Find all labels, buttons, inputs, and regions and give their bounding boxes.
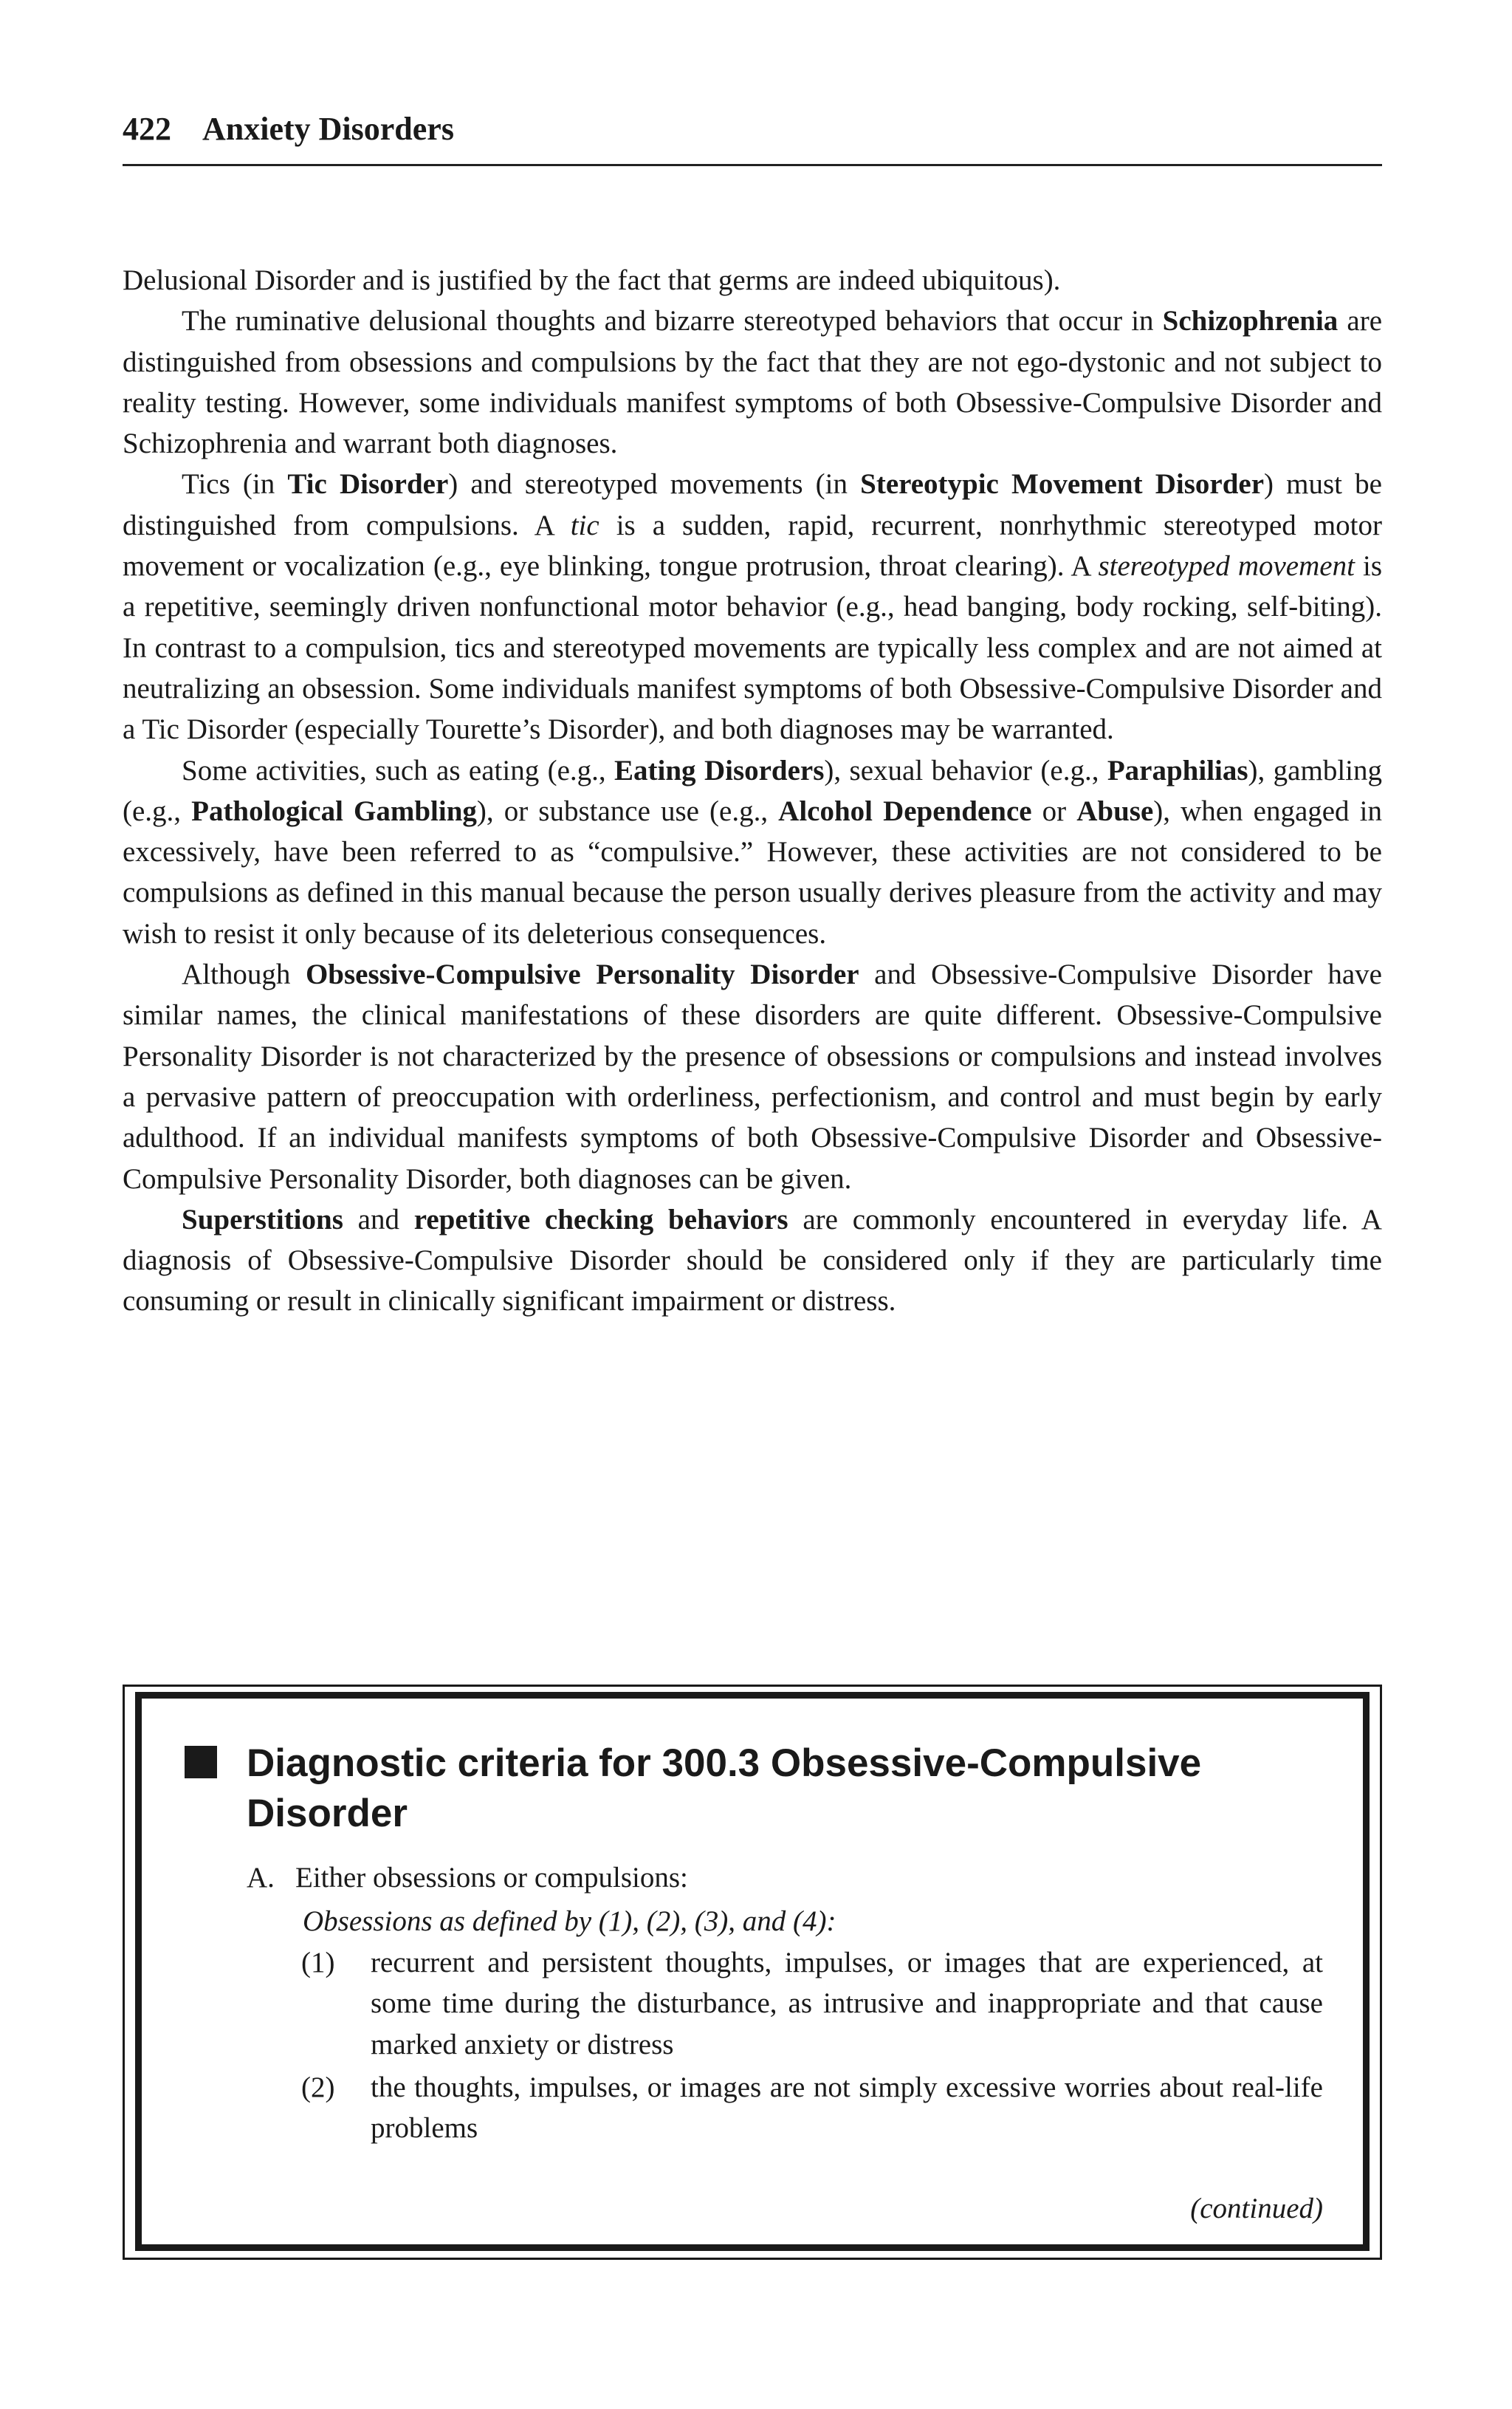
bold-term: Paraphilias [1107,754,1248,787]
text-run: ), gambling (e.g., [123,754,1382,827]
bold-term: repetitive checking behaviors [413,1203,788,1236]
text-run: and Obsessive-Compulsive Disorder have similar names, the clinical manifestations of these disorders are quite different. Obsessive-Compulsive Personality Disorder is not characterized by the presence of obsessions or compulsions and instead involves a pervasive pattern of preoccupation with orderliness, perfectionism, and control and must begin by early adulthood. If an individual manifests symptoms of both Obsessive-Compulsive Disorder and Obsessive-Compulsive Personality Disorder, both diagnoses can be given. [123,959,1382,1195]
text-run: Tics (in [182,468,288,501]
italic-term: tic [570,509,599,541]
text-run: ), sexual behavior (e.g., [824,754,1107,787]
text-run: The ruminative delusional thoughts and bizarre stereotyped behaviors that occur in [182,305,1163,337]
criterion-a-text: Either obsessions or compulsions: [295,1862,688,1894]
paragraph [123,750,1382,954]
paragraph [123,260,1382,301]
page-number: 422 [123,111,171,147]
running-title: Anxiety Disorders [202,111,454,147]
paragraph [123,954,1382,1199]
bold-term: Pathological Gambling [191,795,477,827]
criterion-item-label: (1) [301,1947,335,1978]
text-run: ), when engaged in excessively, have been referred to as “compulsive.” However, these activities are not considered to be compulsions as defined in this manual because the person usually derives pleasure from the activity and may wish to resist it only because of its deleterious consequences. [123,795,1382,950]
text-run: ) must be distinguished from compulsions. A [123,468,1382,541]
text-run: ), or substance use (e.g., [476,795,779,827]
bold-term: Stereotypic Movement Disorder [860,468,1265,501]
criterion-item-text: recurrent and persistent thoughts, impulses, or images that are experienced, at some time during the disturbance, as intrusive and inappropriate and that cause marked anxiety or distress [371,1947,1323,2060]
bold-term: Tic Disorder [287,468,449,501]
text-run: are commonly encountered in everyday life. A diagnosis of Obsessive-Compulsive Disorder should be considered only if they are particularly time consuming or result in clinically significant impairment or distress. [123,1203,1382,1317]
text-run: and [343,1203,414,1236]
bold-term: Alcohol Dependence [778,795,1032,827]
continued-label: (continued) [1190,2193,1323,2224]
text-run: ) and stereotyped movements (in [448,468,861,501]
bold-term: Eating Disorders [614,754,825,787]
body-text [123,260,1382,1322]
bold-term: Schizophrenia [1162,305,1339,337]
text-run: or [1031,795,1077,827]
criteria-box-title: Diagnostic criteria for 300.3 Obsessive-Compulsive Disorder [247,1741,1202,1835]
criterion-a-label: A. [247,1862,275,1894]
italic-term: stereotyped movement [1098,550,1355,583]
header-rule [123,164,1382,166]
text-run: is a repetitive, seemingly driven nonfunctional motor behavior (e.g., head banging, body rocking, self-biting). In contrast to a compulsion, tics and stereotyped movements are typically less complex and are not aimed at neutralizing an obsession. Some individuals manifest symptoms of both Obsessive-Compulsive Disorder and a Tic Disorder (especially Tourette’s Disorder), and both diagnoses may be warranted. [123,550,1382,746]
bold-term: Superstitions [182,1203,343,1236]
criterion-item-label: (2) [301,2072,335,2103]
text-run: Some activities, such as eating (e.g., [182,754,615,787]
text-run: are distinguished from obsessions and compulsions by the fact that they are not ego-dystonic and not subject to reality testing. However, some individuals manifest symptoms of both Obsessive-Compulsive Disorder and Schizophrenia and warrant both diagnoses. [123,305,1382,460]
text-run: Delusional Disorder and is justified by the fact that germs are indeed ubiquitous). [123,264,1061,296]
paragraph [123,464,1382,750]
criterion-item-text: the thoughts, impulses, or images are not simply excessive worries about real-life problems [371,2072,1323,2145]
paragraph [123,1199,1382,1322]
running-header [123,111,1382,148]
text-run: is a sudden, rapid, recurrent, nonrhythmic stereotyped motor movement or vocalization (e.g., eye blinking, tongue protrusion, throat clearing). A [123,509,1382,583]
text-run: Although [182,959,306,991]
square-bullet-icon [185,1746,217,1778]
bold-term: Abuse [1076,795,1154,827]
obsessions-subhead: Obsessions as defined by (1), (2), (3), and (4): [303,1905,836,1937]
paragraph [123,301,1382,464]
bold-term: Obsessive-Compulsive Personality Disorder [305,959,859,991]
